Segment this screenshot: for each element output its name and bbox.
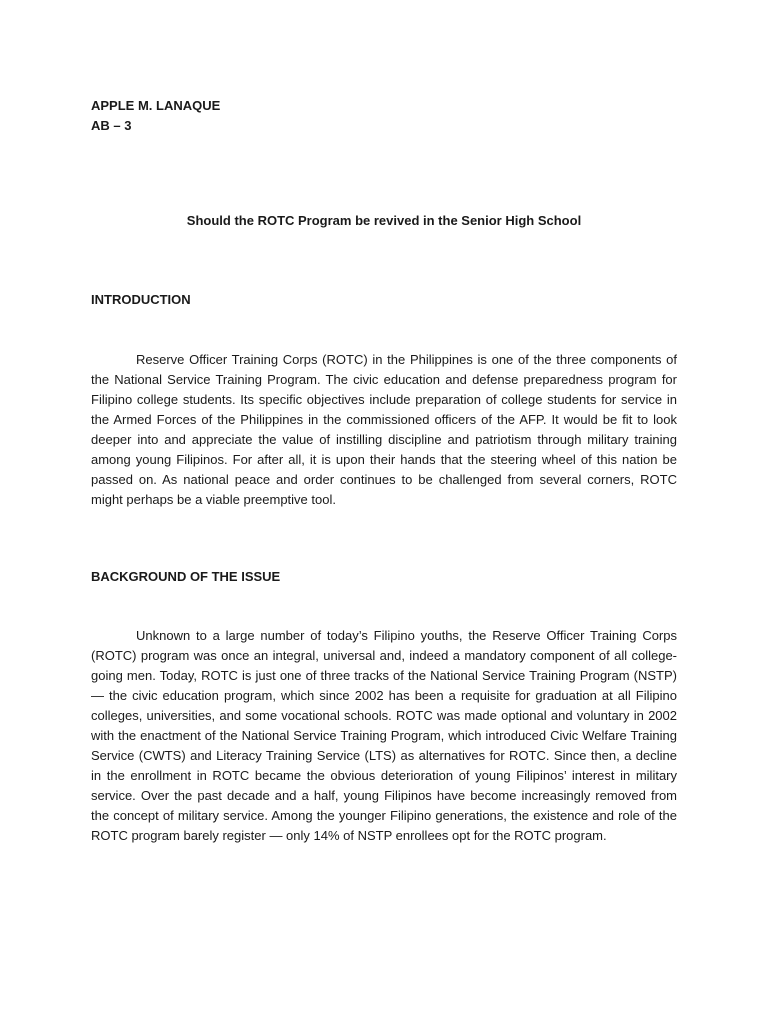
section-heading-introduction: INTRODUCTION <box>91 292 191 307</box>
author-block <box>91 96 220 136</box>
author-section: AB – 3 <box>91 118 132 133</box>
section-heading-background: BACKGROUND OF THE ISSUE <box>91 569 281 584</box>
background-paragraph: Unknown to a large number of today’s Filipino youths, the Reserve Officer Training Corps (ROTC) program was once an integral, universal and, indeed a mandatory component of all college-going men. Today, ROTC is just one of three tracks of the National Service Training Program (NSTP) — the civic education program, which since 2002 has been a requisite for graduation at all Filipino colleges, universities, and some vocational schools. ROTC was made optional and voluntary in 2002 with the enactment of the National Service Training Program, which introduced Civic Welfare Training Service (CWTS) and Literacy Training Service (LTS) as alternatives for ROTC. Since then, a decline in the enrollment in ROTC became the obvious deterioration of young Filipinos’ interest in military service. Over the past decade and a half, young Filipinos have become increasingly removed from the concept of military service. Among the younger Filipino generations, the existence and role of the ROTC program barely register — only 14% of NSTP enrollees opt for the ROTC program. <box>91 628 677 843</box>
document-title: Should the ROTC Program be revived in the Senior High School <box>186 213 582 228</box>
introduction-paragraph: Reserve Officer Training Corps (ROTC) in the Philippines is one of the three components of the National Service Training Program. The civic education and defense preparedness program for Filipino college students. Its specific objectives include preparation of college students for service in the Armed Forces of the Philippines in the commissioned officers of the AFP. It would be fit to look deeper into and appreciate the value of instilling discipline and patriotism through military training among young Filipinos. For after all, it is upon their hands that the steering wheel of this nation be passed on. As national peace and order continues to be challenged from several corners, ROTC might perhaps be a viable preemptive tool. <box>91 352 677 507</box>
author-name: APPLE M. LANAQUE <box>91 98 221 113</box>
